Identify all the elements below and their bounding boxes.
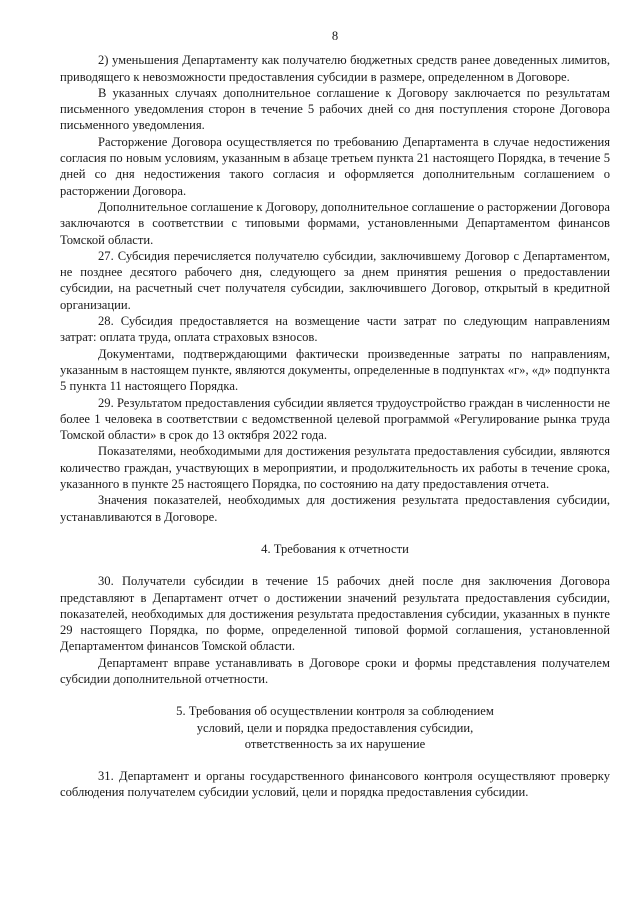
section-5-heading-line: условий, цели и порядка предоставления субсидии, — [196, 720, 474, 735]
page-number: 8 — [331, 29, 339, 43]
paragraph-item-31: 31. Департамент и органы государственного финансового контроля осуществляют проверку соблюдения получателем субсидии условий, цели и порядка предоставления субсидии. — [60, 769, 610, 800]
paragraph: В указанных случаях дополнительное соглашение к Договору заключается по результатам письменного уведомления сторон в течение 5 рабочих дней со дня поступления стороне Договора письменного уведомления. — [60, 85, 610, 133]
section-5-heading-line: ответственность за их нарушение — [244, 736, 426, 751]
paragraph-item-30: 30. Получатели субсидии в течение 15 рабочих дней после дня заключения Договора представляют в Департамент отчет о достижении значений результата предоставления субсидии, показателей, необходимых для достижения результата предоставления субсидии, указанных в пункте 29 настоящего Порядка, по форме, определенной типовой формой соглашения, установленной Департаментом финансов Томской области. — [60, 574, 610, 654]
section-4-heading: 4. Требования к отчетности — [261, 541, 409, 556]
paragraph: Дополнительное соглашение к Договору, дополнительное соглашение о расторжении Договора заключаются в соответствии с типовыми формами, установленными Департаментом финансов Томской области. — [60, 199, 610, 247]
paragraph: Значения показателей, необходимых для достижения результата предоставления субсидии, устанавливаются в Договоре. — [60, 493, 610, 524]
paragraph: 2) уменьшения Департаменту как получателю бюджетных средств ранее доведенных лимитов, приводящего к невозможности предоставления субсидии в размере, определенном в Договоре. — [60, 53, 610, 84]
paragraph: Расторжение Договора осуществляется по требованию Департамента в случае недостижения согласия по новым условиям, указанным в абзаце третьем пункта 21 настоящего Порядка, в течение 5 дней со дня недостижения такого согласия и оформляется дополнительным соглашением о расторжении Договора. — [60, 134, 610, 198]
paragraph-item-29: 29. Результатом предоставления субсидии является трудоустройство граждан в численности не более 1 человека в соответствии с ведомственной целевой программой «Регулирование рынка труда Томской области» в срок до 13 октября 2022 года. — [60, 395, 610, 443]
paragraph: Показателями, необходимыми для достижения результата предоставления субсидии, являются количество граждан, участвующих в мероприятии, и продолжительность их работы в течение срока, указанного в пункте 25 настоящего Порядка, по состоянию на дату предоставления отчета. — [60, 444, 610, 492]
section-5-heading — [60, 703, 610, 752]
paragraph: Департамент вправе устанавливать в Договоре сроки и формы представления получателем субсидии дополнительной отчетности. — [60, 655, 610, 686]
section-5-heading-line: 5. Требования об осуществлении контроля за соблюдением — [176, 704, 494, 719]
paragraph-item-28: 28. Субсидия предоставляется на возмещение части затрат по следующим направлениям затрат: оплата труда, оплата страховых взносов. — [60, 314, 610, 345]
paragraph-item-27: 27. Субсидия перечисляется получателю субсидии, заключившему Договор с Департаментом, не позднее десятого рабочего дня, следующего за днем принятия решения о предоставлении субсидии, на расчетный счет получателя субсидии, заключившего Договор, открытый в кредитной организации. — [60, 248, 610, 312]
paragraph: Документами, подтверждающими фактически произведенные затраты по направлениям, указанным в настоящем пункте, являются документы, определенные в подпунктах «г», «д» подпункта 5 пункта 11 настоящего Порядка. — [60, 346, 610, 394]
